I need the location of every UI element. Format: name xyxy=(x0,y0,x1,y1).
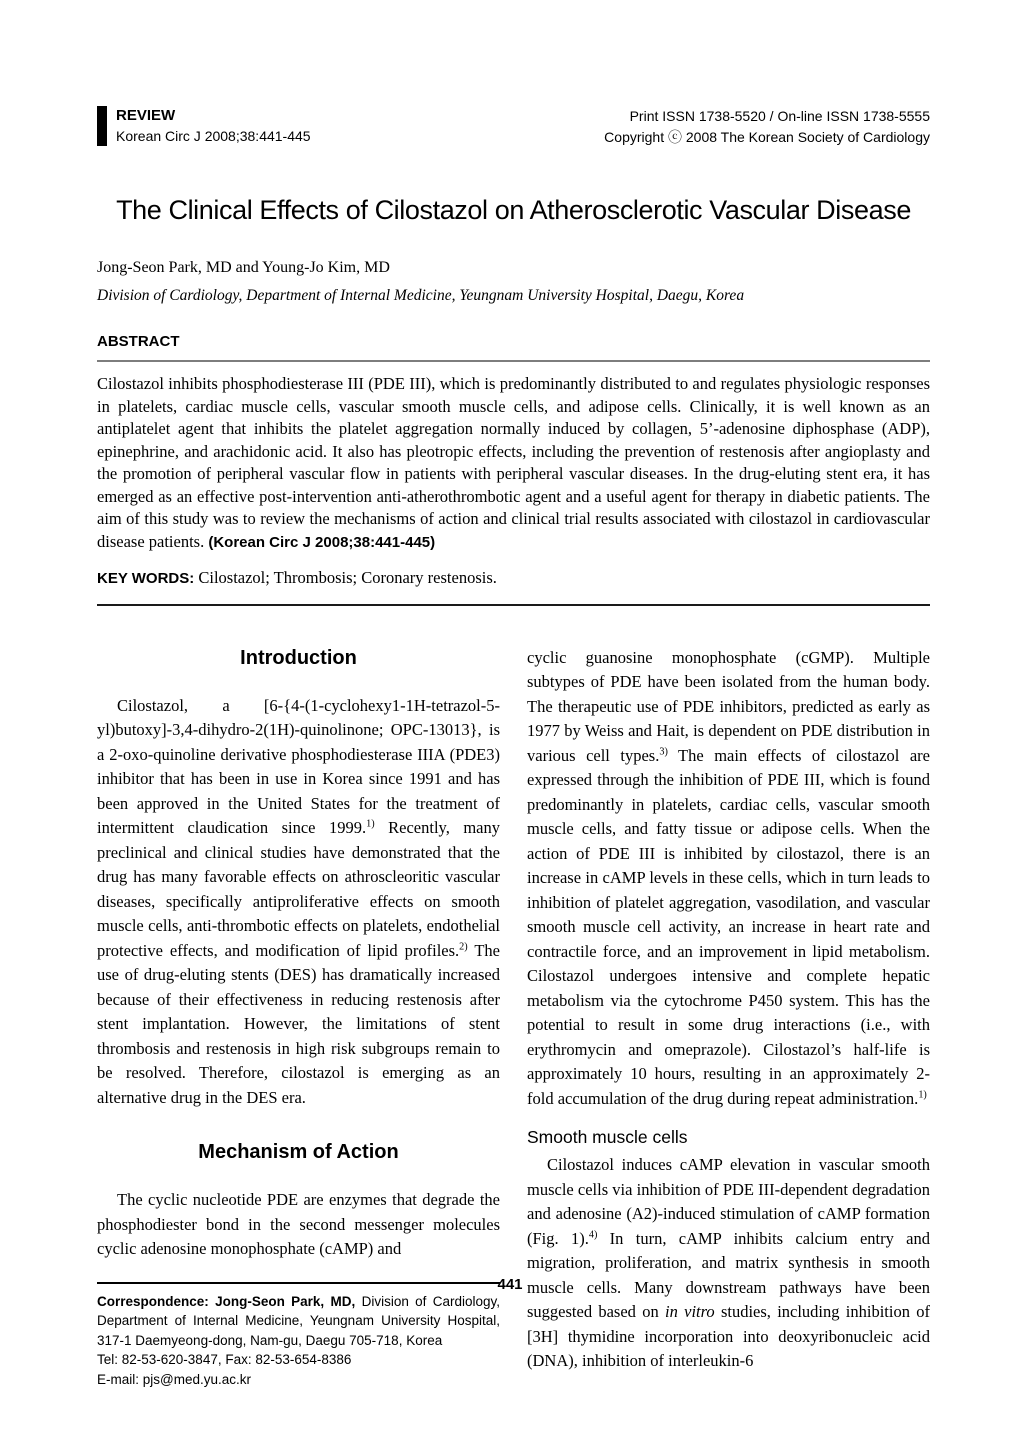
introduction-paragraph: Cilostazol, a [6-{4-(1-cyclohexy1-1H-tetrazol-5-yl)butoxy]-3,4-dihydro-2(1H)-quinolinone; OPC-13013}, is a 2-oxo-quinoline derivative phosphodiesterase IIIA (PDE3) inhibitor that has been in use in Korea since 1991 and has been approved in the United States for the treatment of intermittent claudication since 1999.$^{1)}$ Recently, many preclinical and clinical studies have demonstrated that the drug has many favorable effects on athroscleoritic vascular diseases, specifically antiproliferative effects on smooth muscle cells, anti-thrombotic effects on platelets, endothelial protective effects, and modification of lipid profiles.$^{2)}$ The use of drug-eluting stents (DES) has dramatically increased because of their effectiveness in reducing restenosis after stent implantation. However, the limitations of stent thrombosis and restenosis in high risk subgroups remain to be resolved. Therefore, cilostazol is emerging as an alternative drug in the DES era. xyxy=(97,695,501,1107)
abstract-heading: ABSTRACT xyxy=(97,333,180,351)
review-marker-bar xyxy=(97,106,107,146)
mechanism-paragraph: The cyclic nucleotide PDE are enzymes that degrade the phosphodiester bond in the second messenger molecules cyclic adenosine monophosphate (cAMP) and xyxy=(97,1190,500,1259)
article-type-label: REVIEW xyxy=(116,107,176,124)
keywords-text: Cilostazol; Thrombosis; Coronary restenosis. xyxy=(198,568,497,588)
smooth-muscle-cells-paragraph: Cilostazol induces cAMP elevation in vascular smooth muscle cells via inhibition of PDE III-dependent degradation and adenosine (A2)-induced stimulation of cAMP formation (Fig. 1).$^{4)}$ In turn, cAMP inhibits calcium entry and migration, proliferation, and matrix synthesis in smooth muscle cells. Many downstream pathways have been suggested based on in vitro studies, including inhibition of [3H] thymidine incorporation into deoxyribonucleic acid (DNA), inhibition of interleukin-6 xyxy=(527,1155,930,1371)
masthead xyxy=(97,106,930,148)
correspondence-text: Correspondence: Jong-Seon Park, MD, Division of Cardiology, Department of Internal Medicine, Yeungnam University Hospital, 317-1 Daemyeong-dong, Nam-gu, Daegu 705-718, Korea Tel: 82-53-620-3847, Fax: 82-53-654-8386 E-mail: pjs@med.yu.ac.kr xyxy=(97,1293,501,1387)
authors-line: Jong-Seon Park, MD and Young-Jo Kim, MD xyxy=(97,259,390,277)
masthead-right xyxy=(604,106,930,148)
affiliation-line: Division of Cardiology, Department of Internal Medicine, Yeungnam University Hospital, Daegu, Korea xyxy=(97,287,745,305)
abstract-top-rule xyxy=(97,360,930,362)
journal-citation: Korean Circ J 2008;38:441-445 xyxy=(116,128,311,144)
mechanism-of-action-heading: Mechanism of Action xyxy=(198,1141,399,1164)
correspondence-block xyxy=(97,1282,500,1390)
copyright-line: Copyright ⓒ 2008 The Korean Society of Cardiology xyxy=(604,129,930,145)
keywords-line xyxy=(97,567,930,588)
keywords-label: KEY WORDS: xyxy=(97,570,195,588)
smooth-muscle-cells-subheading: Smooth muscle cells xyxy=(527,1127,688,1148)
article-title: The Clinical Effects of Cilostazol on Atherosclerotic Vascular Disease xyxy=(116,195,911,225)
issn-line: Print ISSN 1738-5520 / On-line ISSN 1738-5555 xyxy=(629,108,930,124)
abstract-bottom-rule xyxy=(97,604,930,606)
mechanism-continued-paragraph: cyclic guanosine monophosphate (cGMP). Multiple subtypes of PDE have been isolated from the human body. The therapeutic use of PDE inhibitors, predicted as early as 1977 by Weiss and Hait, is dependent on PDE distribution in various cell types.$^{3)}$ The main effects of cilostazol are expressed through the inhibition of PDE III, which is found predominantly in platelets, cardiac cells, vascular smooth muscle cells, and fatty tissue or adipose cells. When the action of PDE III is inhibited by cilostazol, there is an increase in cAMP levels in these cells, which in turn leads to inhibition of platelet aggregation, vasodilation, and vascular smooth muscle cell activity, an increase in heart rate and contractile force, and an improvement in lipid metabolism. Cilostazol undergoes intensive and complete hepatic metabolism via the cytochrome P450 system. This has the potential to result in some drug interactions (i.e., with erythromycin and omeprazole). Cilostazol’s half-life is approximately 10 hours, resulting in an approximately 2-fold accumulation of the drug during repeat administration.$^{1)}$ xyxy=(527,647,930,1108)
abstract-body: Cilostazol inhibits phosphodiesterase III (PDE III), which is predominantly distributed to and regulates physiologic responses in platelets, cardiac muscle cells, vascular smooth muscle cells, and adipose cells. Clinically, it is well known as an antiplatelet agent that inhibits the platelet aggregation normally induced by collagen, 5’-adenosine diphosphase (ADP), epinephrine, and arachidonic acid. It also has pleotropic effects, including the prevention of restenosis after angioplasty and the promotion of peripheral vascular flow in patients with peripheral vascular diseases. In the drug-eluting stent era, it has emerged as an effective post-intervention anti-atherothrombotic agent and a useful agent for therapy in diabetic patients. The aim of this study was to review the mechanisms of action and clinical trial results associated with cilostazol in cardiovascular disease patients. (Korean Circ J 2008;38:441-445) xyxy=(97,374,930,551)
page-number: 441 xyxy=(497,1276,523,1293)
masthead-left-text xyxy=(116,106,311,146)
introduction-heading: Introduction xyxy=(240,646,357,669)
masthead-left xyxy=(97,106,311,146)
